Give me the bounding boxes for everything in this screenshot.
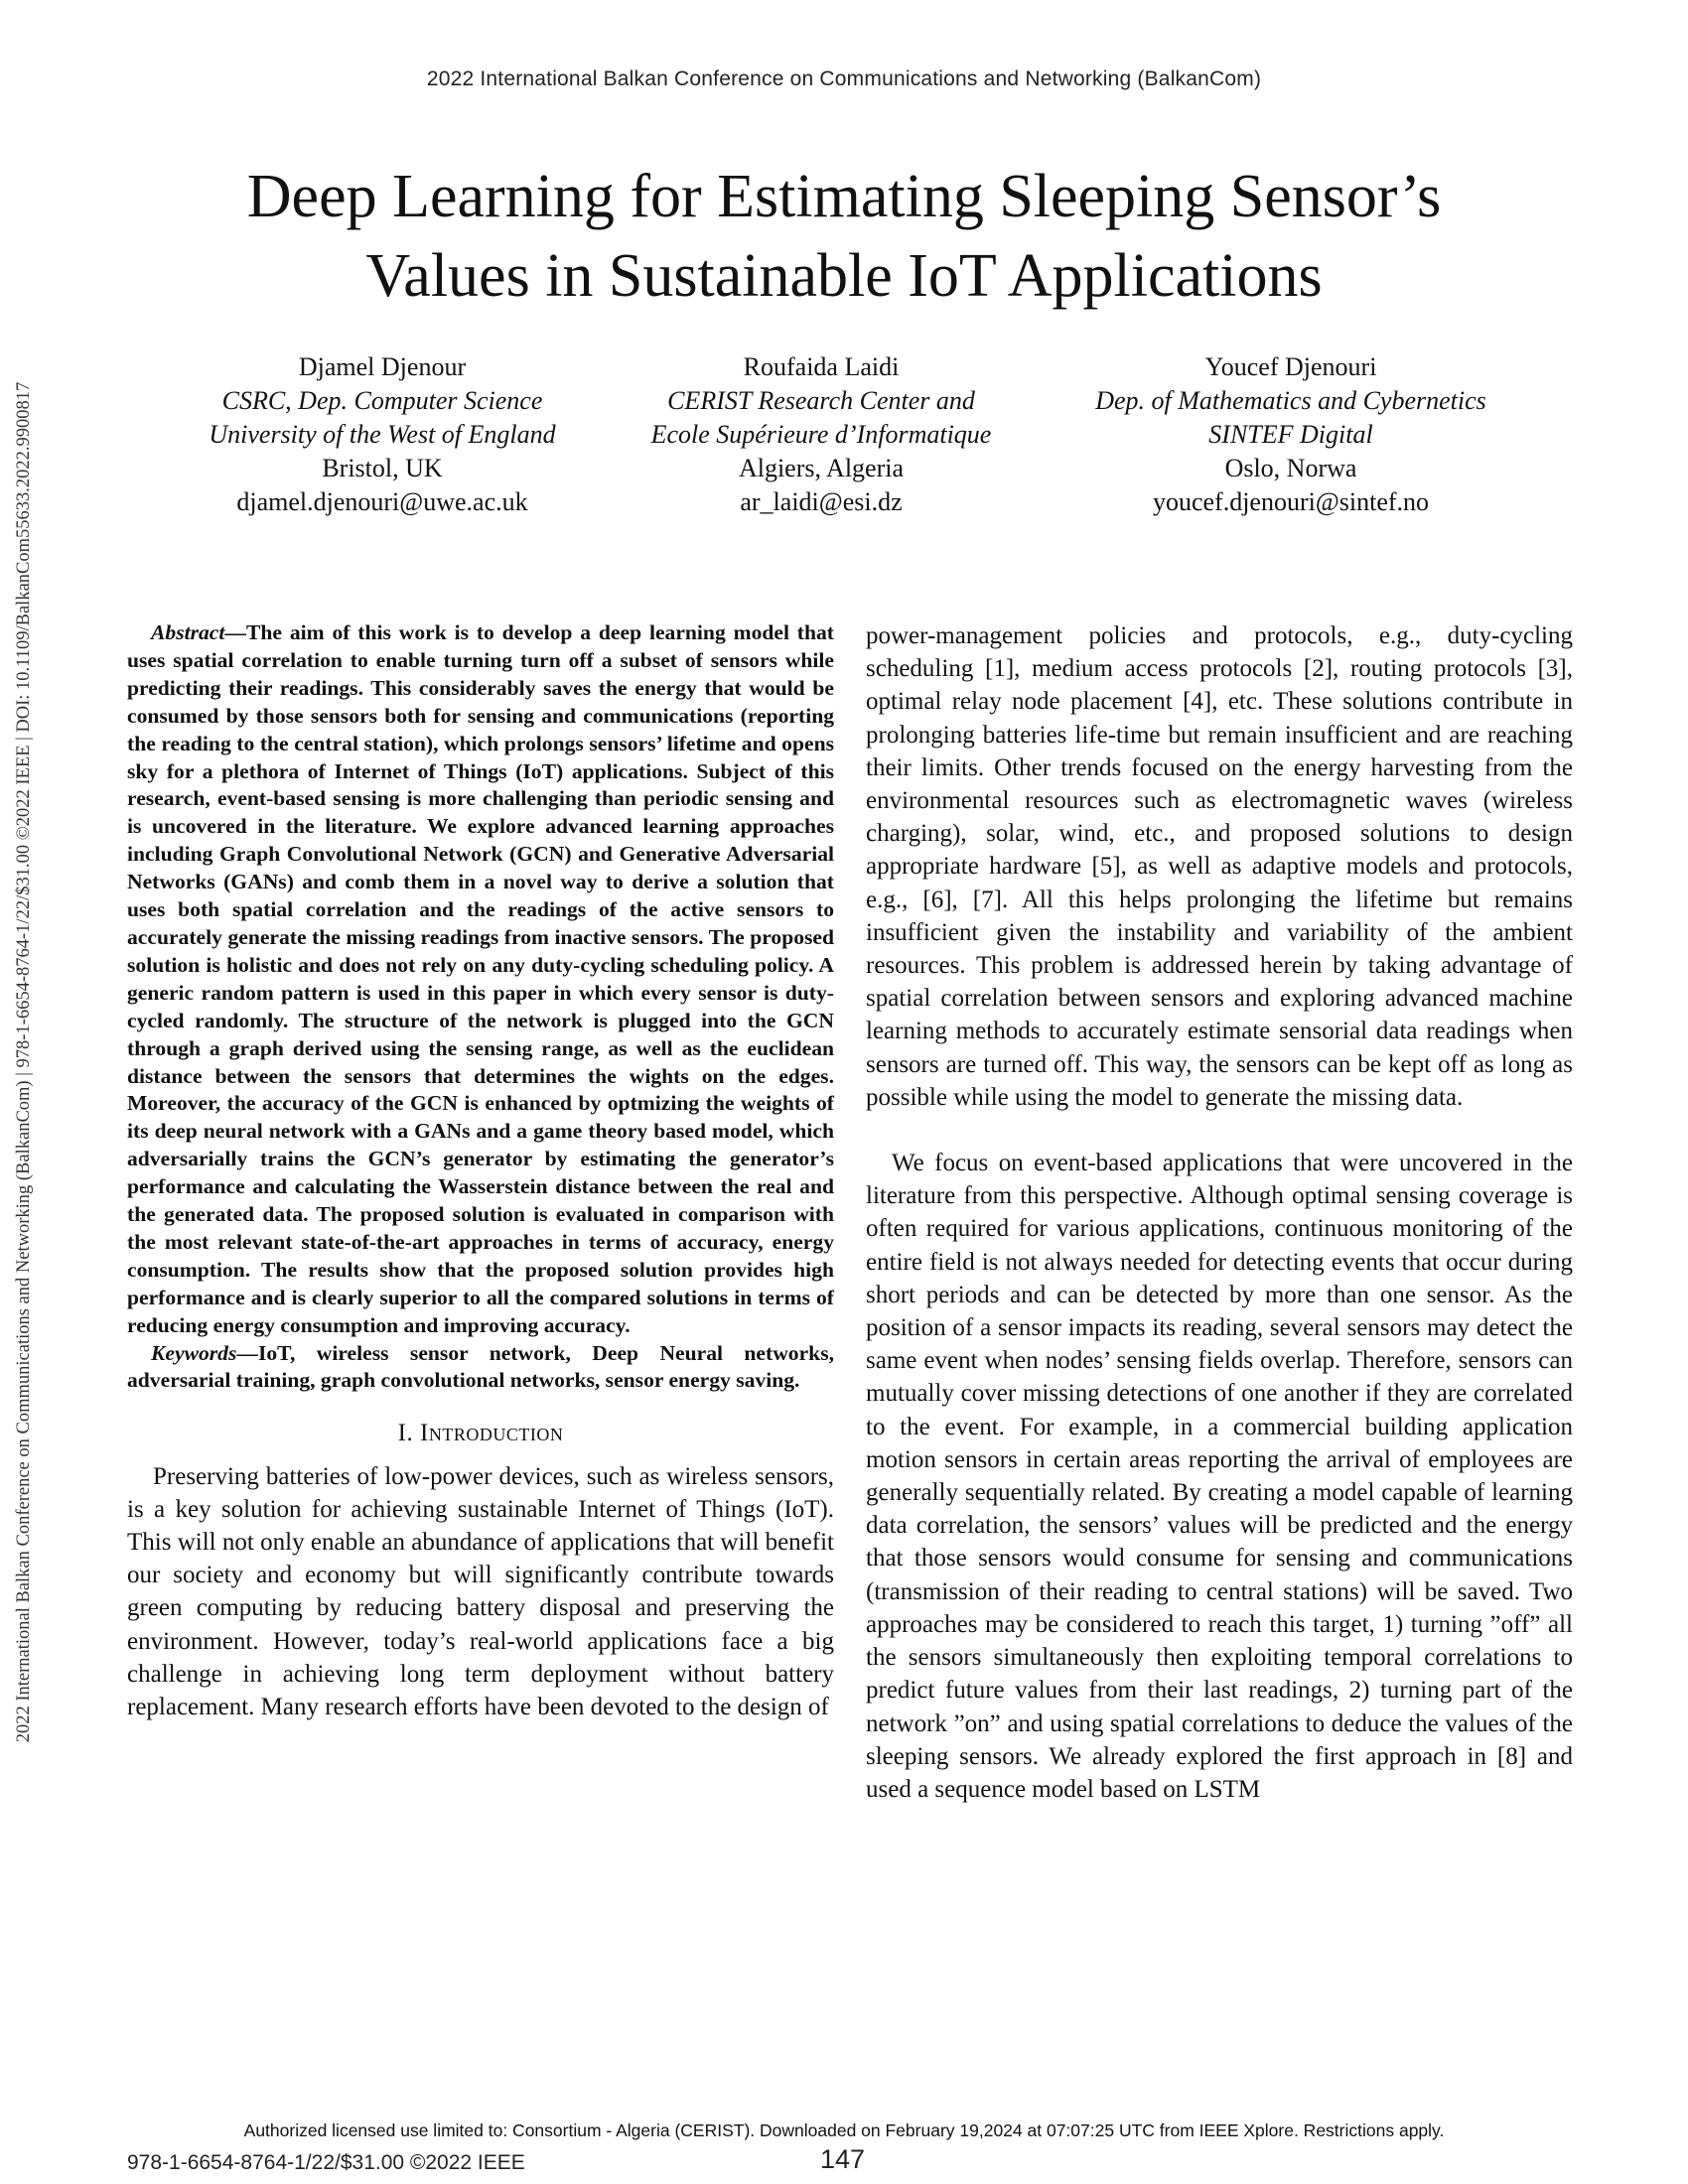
isbn-footer: 978-1-6654-8764-1/22/$31.00 ©2022 IEEE <box>127 2151 525 2174</box>
body-paragraph: power-management policies and protocols, e.g., duty-cycling scheduling [1], medium access protocols [2], routing protocols [3], optimal relay node placement [4], etc. These solutions contribute in prolonging batteries life-time but remain insufficient and are reaching their limits. Other trends focused on the energy harvesting from the environmental resources such as electromagnetic waves (wireless charging), solar, wind, etc., and proposed solutions to design appropriate hardware [5], as well as adaptive models and protocols, e.g., [6], [7]. All this helps prolonging the lifetime but remains insufficient given the instability and variability of the ambient resources. This problem is addressed herein by taking advantage of spatial correlation between sensors and exploring advanced machine learning methods to accurately estimate sensorial data readings when sensors are turned off. This way, the sensors can be kept off as long as possible while using the model to generate the missing data. <box>866 622 1573 1111</box>
author-location: Bristol, UK <box>322 454 443 482</box>
abstract-lead: Abstract <box>151 620 225 644</box>
author-block-2 <box>608 350 1035 519</box>
body-paragraph: Preserving batteries of low-power devices, such as wireless sensors, is a key solution for achieving sustainable Internet of Things (IoT). This will not only enable an abundance of applications that will benefit our society and economy but will significantly contribute towards green computing by reducing battery disposal and preserving the environment. However, today’s real-world applications face a big challenge in achieving long term deployment without battery replacement. Many research efforts have been devoted to the design of <box>127 1462 834 1720</box>
author-email[interactable]: djamel.djenouri@uwe.ac.uk <box>236 487 528 516</box>
author-name: Youcef Djenouri <box>1204 352 1377 381</box>
conference-header: 2022 International Balkan Conference on Communications and Networking (BalkanCom) <box>426 68 1262 90</box>
body-paragraph: We focus on event-based applications that were uncovered in the literature from this perspective. Although optimal sensing coverage is often required for various applications, continuous monitoring of the entire field is not always needed for detecting events that occur during short periods and can be detected by more than one sensor. As the position of a sensor impacts its reading, several sensors may detect the same event when nodes’ sensing fields overlap. Therefore, sensors can mutually cover missing detections of one another if they are correlated to the event. For example, in a commercial building application motion sensors in certain areas reporting the arrival of employees are generally sequentially related. By creating a model capable of learning data correlation, the sensors’ values will be predicted and the energy that those sensors would consume for sensing and communications (transmission of their reading to central stations) will be saved. Two approaches may be considered to reach this target, 1) turning ”off” all the sensors simultaneously then exploiting temporal correlations to predict future values from their last readings, 2) turning part of the network ”on” and using spatial correlations to deduce the values of the sleeping sensors. We already explored the first approach in [8] and used a sequence model based on LSTM <box>866 1150 1573 1803</box>
left-column <box>127 619 834 1723</box>
abstract <box>127 619 834 1340</box>
keywords <box>127 1340 834 1396</box>
keywords-body: —IoT, wireless sensor network, Deep Neural networks, adversarial training, graph convolutional networks, sensor energy saving. <box>127 1340 834 1393</box>
author-affiliation: Ecole Supérieure d’Informatique <box>650 420 992 449</box>
author-email[interactable]: youcef.djenouri@sintef.no <box>1152 487 1430 516</box>
author-name: Roufaida Laidi <box>743 352 900 381</box>
author-block-3 <box>1043 350 1539 519</box>
author-affiliation: CERIST Research Center and <box>667 386 975 415</box>
author-affiliation: CSRC, Dep. Computer Science <box>221 386 543 415</box>
keywords-lead: Keywords <box>151 1340 237 1365</box>
author-location: Oslo, Norwa <box>1224 454 1357 482</box>
author-name: Djamel Djenour <box>298 352 467 381</box>
section-heading-introduction: I. Introduction <box>397 1420 564 1447</box>
author-location: Algiers, Algeria <box>738 454 905 482</box>
license-footer: Authorized licensed use limited to: Consortium - Algeria (CERIST). Downloaded on February 19,2024 at 07:07:25 UTC from IEEE Xplore. Restrictions apply. <box>243 2120 1445 2140</box>
author-affiliation: Dep. of Mathematics and Cybernetics <box>1095 386 1486 415</box>
title-line-2: Values in Sustainable IoT Applications <box>365 242 1323 310</box>
page-number: 147 <box>820 2144 866 2174</box>
author-email[interactable]: ar_laidi@esi.dz <box>740 487 903 516</box>
author-affiliation: SINTEF Digital <box>1208 420 1373 449</box>
paragraph-gap <box>866 1114 1573 1147</box>
author-block-1 <box>169 350 596 519</box>
title-line-1: Deep Learning for Estimating Sleeping Sensor’s <box>246 163 1442 230</box>
abstract-body: —The aim of this work is to develop a deep learning model that uses spatial correlation to enable turning turn off a subset of sensors while predicting their readings. This considerably saves the energy that would be consumed by those sensors both for sensing and communications (reporting the reading to the central station), which prolongs sensors’ lifetime and opens sky for a plethora of Internet of Things (IoT) applications. Subject of this research, event-based sensing is more challenging than periodic sensing and is uncovered in the literature. We explore advanced learning approaches including Graph Convolutional Network (GCN) and Generative Adversarial Networks (GANs) and comb them in a novel way to derive a solution that uses both spatial correlation and the readings of the active sensors to accurately generate the missing readings from inactive sensors. The proposed solution is holistic and does not rely on any duty-cycling scheduling policy. A generic random pattern is used in this paper in which every sensor is duty-cycled randomly. The structure of the network is plugged into the GCN through a graph derived using the sensing range, as well as the euclidean distance between the sensors that determines the wights on the edges. Moreover, the accuracy of the GCN is enhanced by optmizing the weights of its deep neural network with a GANs and a game theory based model, which adversarially trains the GCN’s generator by estimating the generator’s performance and calculating the Wasserstein distance between the real and the generated data. The proposed solution is evaluated in comparison with the most relevant state-of-the-art approaches in terms of accuracy, energy consumption. The results show that the proposed solution provides high performance and is clearly superior to all the compared solutions in terms of reducing energy consumption and improving accuracy. <box>127 620 834 1337</box>
author-affiliation: University of the West of England <box>209 420 556 449</box>
right-column <box>866 619 1573 1806</box>
side-doi-stamp: 2022 International Balkan Conference on Communications and Networking (BalkanCom) | 978-1-6654-8764-1/22/$31.00 ©2022 IEEE | DOI: 10.1109/BalkanCom55633.2022.9900817 <box>14 381 34 1743</box>
paper-title <box>119 157 1569 316</box>
